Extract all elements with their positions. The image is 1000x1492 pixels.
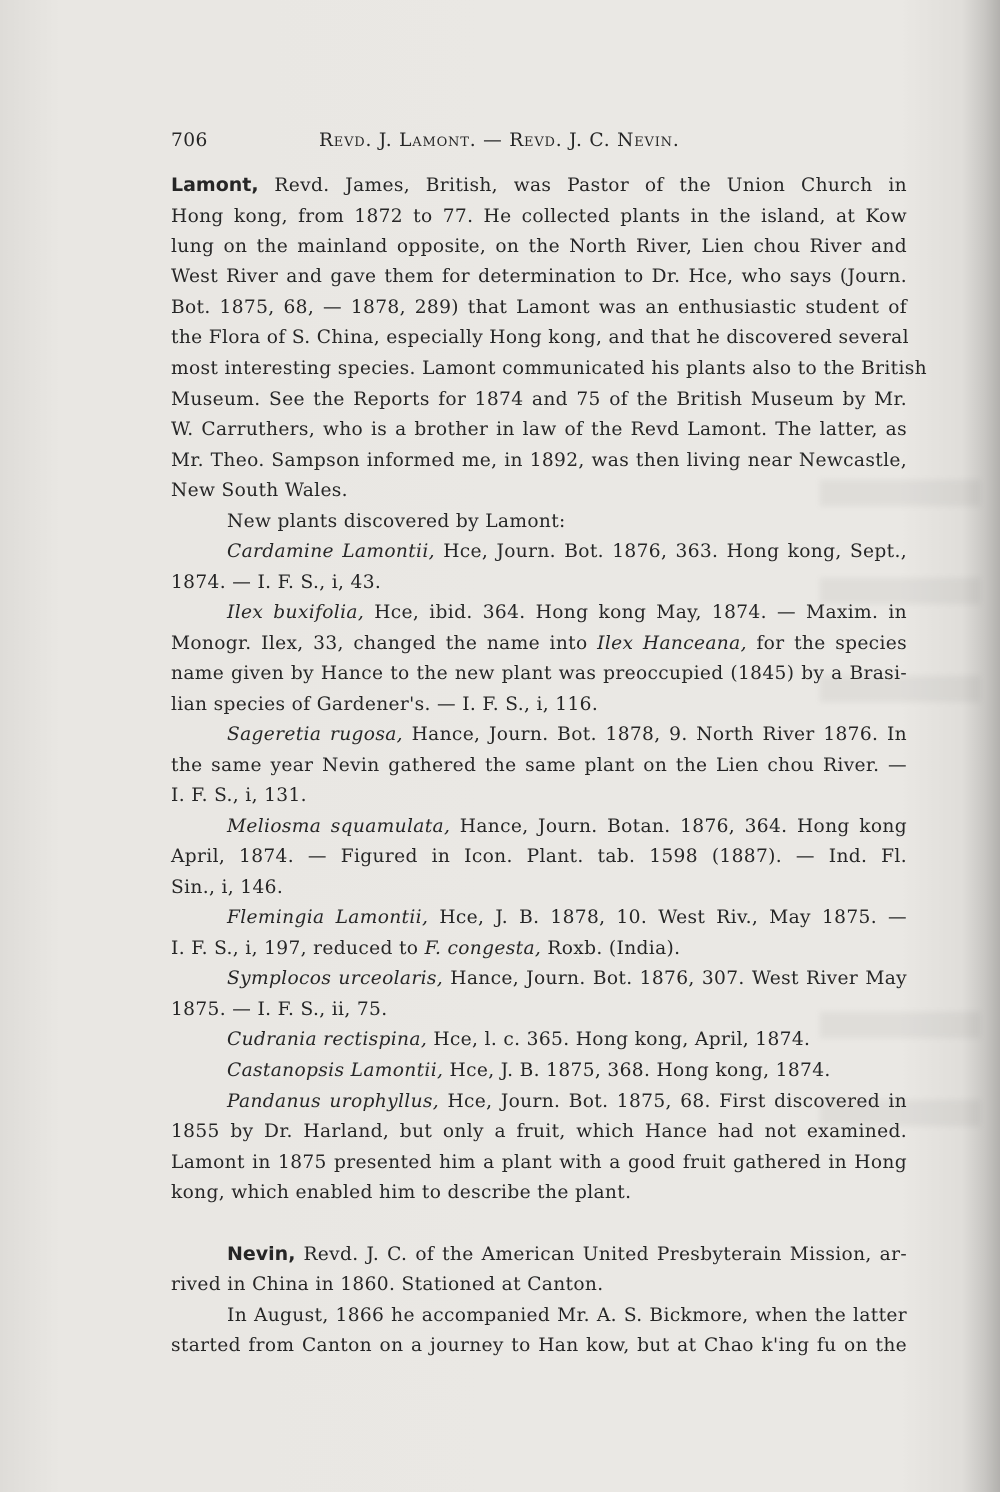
plant-entry-line: kong, which enabled him to describe the plant.	[171, 1182, 632, 1203]
entry-nevin-line: In August, 1866 he accompanied Mr. A. S. Bickmore, when the latter	[227, 1305, 907, 1326]
plant-entry-line: Monogr. Ilex, 33, changed the name into Ilex Hanceana, for the species	[171, 633, 907, 654]
plant-entry: Ilex buxifolia, Hce, ibid. 364. Hong kong May, 1874. — Maxim. in	[227, 602, 907, 623]
plant-entry-line: 1855 by Dr. Harland, but only a fruit, which Hance had not examined.	[171, 1121, 907, 1142]
entry-heading-nevin: Nevin,	[227, 1243, 296, 1265]
species-name: F. congesta,	[424, 938, 542, 959]
page-edge-shadow	[962, 0, 1000, 1492]
page-number: 706	[171, 130, 208, 151]
plant-entry-line: Sin., i, 146.	[171, 877, 284, 898]
species-name: Ilex Hanceana,	[597, 633, 747, 654]
entry-nevin-line: Nevin, Revd. J. C. of the American United Presbyterain Mission, ar-	[227, 1243, 907, 1265]
species-name: Flemingia Lamontii,	[227, 907, 429, 928]
entry-lamont-line: Lamont, Revd. James, British, was Pastor of the Union Church in	[171, 174, 907, 196]
entry-lamont-line: lung on the mainland opposite, on the North River, Lien chou River and	[171, 236, 907, 257]
entry-lamont-line: Museum. See the Reports for 1874 and 75 of the British Museum by Mr.	[171, 389, 907, 410]
entry-lamont-line: West River and gave them for determination to Dr. Hce, who says (Journ.	[171, 266, 907, 287]
entry-lamont-line: Hong kong, from 1872 to 77. He collected plants in the island, at Kow	[171, 206, 907, 227]
entry-lamont-line: the Flora of S. China, especially Hong kong, and that he discovered several	[171, 327, 909, 348]
entry-lamont-line: W. Carruthers, who is a brother in law of the Revd Lamont. The latter, as	[171, 419, 907, 440]
plant-entry: Cudrania rectispina, Hce, l. c. 365. Hong kong, April, 1874.	[227, 1029, 811, 1050]
entry-lamont-line: New plants discovered by Lamont:	[227, 511, 566, 532]
plant-entry-line: Lamont in 1875 presented him a plant with a good fruit gathered in Hong	[171, 1152, 907, 1173]
plant-entry-line: April, 1874. — Figured in Icon. Plant. tab. 1598 (1887). — Ind. Fl.	[171, 846, 907, 867]
entry-lamont-line: Mr. Theo. Sampson informed me, in 1892, was then living near Newcastle,	[171, 450, 907, 471]
species-name: Cudrania rectispina,	[227, 1029, 428, 1050]
plant-entry: Cardamine Lamontii, Hce, Journ. Bot. 1876, 363. Hong kong, Sept.,	[227, 541, 907, 562]
entry-nevin-line: started from Canton on a journey to Han kow, but at Chao k'ing fu on the	[171, 1335, 907, 1356]
plant-entry-line: the same year Nevin gathered the same plant on the Lien chou River. —	[171, 755, 907, 776]
entry-lamont-line: Bot. 1875, 68, — 1878, 289) that Lamont was an enthusiastic student of	[171, 297, 907, 318]
entry-lamont-line: New South Wales.	[171, 480, 348, 501]
plant-entry-line: 1874. — I. F. S., i, 43.	[171, 572, 382, 593]
species-name: Symplocos urceolaris,	[227, 968, 444, 989]
plant-entry-line: I. F. S., i, 197, reduced to F. congesta, Roxb. (India).	[171, 938, 681, 959]
species-name: Cardamine Lamontii,	[227, 541, 435, 562]
plant-entry-line: 1875. — I. F. S., ii, 75.	[171, 999, 388, 1020]
plant-entry: Castanopsis Lamontii, Hce, J. B. 1875, 368. Hong kong, 1874.	[227, 1060, 831, 1081]
plant-entry: Flemingia Lamontii, Hce, J. B. 1878, 10. West Riv., May 1875. —	[227, 907, 907, 928]
plant-entry-line: lian species of Gardener's. — I. F. S., i, 116.	[171, 694, 599, 715]
species-name: Castanopsis Lamontii,	[227, 1060, 444, 1081]
entry-lamont-line: most interesting species. Lamont communicated his plants also to the British	[171, 358, 927, 379]
species-name: Sageretia rugosa,	[227, 724, 403, 745]
entry-heading-lamont: Lamont,	[171, 174, 259, 196]
entry-nevin-line: rived in China in 1860. Stationed at Canton.	[171, 1274, 604, 1295]
running-title: Revd. J. Lamont. — Revd. J. C. Nevin.	[319, 130, 680, 151]
plant-entry-line: name given by Hance to the new plant was preoccupied (1845) by a Brasi-	[171, 663, 907, 684]
page-header	[171, 124, 907, 156]
plant-entry: Sageretia rugosa, Hance, Journ. Bot. 1878, 9. North River 1876. In	[227, 724, 908, 745]
plant-entry-line: I. F. S., i, 131.	[171, 785, 307, 806]
species-name: Meliosma squamulata,	[227, 816, 451, 837]
plant-entry: Pandanus urophyllus, Hce, Journ. Bot. 1875, 68. First discovered in	[227, 1091, 907, 1112]
species-name: Ilex buxifolia,	[227, 602, 365, 623]
plant-entry: Meliosma squamulata, Hance, Journ. Botan. 1876, 364. Hong kong	[227, 816, 907, 837]
plant-entry: Symplocos urceolaris, Hance, Journ. Bot. 1876, 307. West River May	[227, 968, 907, 989]
species-name: Pandanus urophyllus,	[227, 1091, 440, 1112]
